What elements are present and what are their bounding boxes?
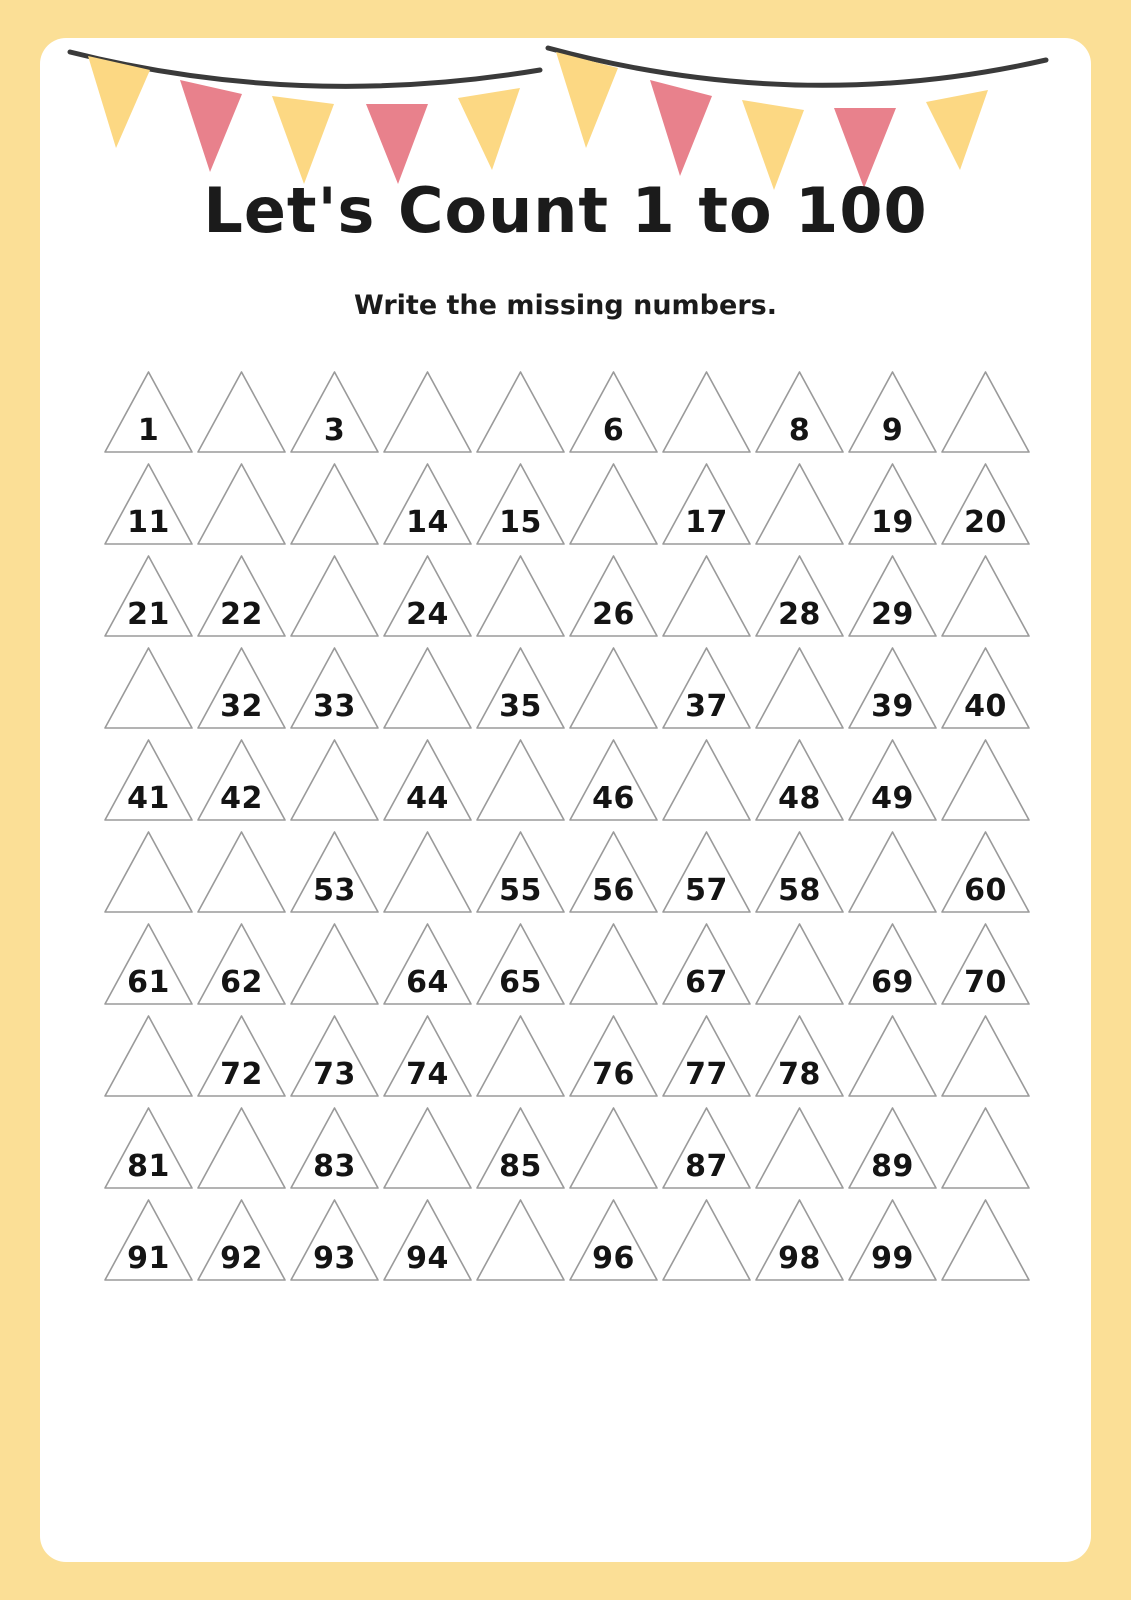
triangle-icon: [567, 1104, 660, 1192]
number-cell-blank[interactable]: [474, 368, 567, 456]
number-cell-filled[interactable]: [288, 828, 381, 916]
triangle-icon: [474, 736, 567, 824]
number-cell-blank[interactable]: [381, 368, 474, 456]
number-cell-blank[interactable]: [474, 1012, 567, 1100]
number-label: 78: [778, 1057, 821, 1092]
number-cell-blank[interactable]: [753, 1104, 846, 1192]
number-label: 20: [964, 505, 1007, 540]
number-cell-blank[interactable]: [102, 1012, 195, 1100]
number-cell-blank[interactable]: [939, 1104, 1032, 1192]
number-label: 11: [127, 505, 170, 540]
number-label: 93: [313, 1241, 356, 1276]
number-cell-blank[interactable]: [939, 1196, 1032, 1284]
number-cell-filled[interactable]: [474, 828, 567, 916]
triangle-icon: [660, 1196, 753, 1284]
number-cell-filled[interactable]: [939, 644, 1032, 732]
number-cell-filled[interactable]: [567, 1012, 660, 1100]
number-cell-filled[interactable]: [381, 1012, 474, 1100]
number-label: 9: [881, 413, 904, 448]
number-cell-filled[interactable]: [474, 920, 567, 1008]
number-cell-blank[interactable]: [288, 736, 381, 824]
number-label: 87: [685, 1149, 728, 1184]
number-cell-filled[interactable]: [846, 1104, 939, 1192]
triangle-icon: [195, 828, 288, 916]
number-label: 53: [313, 873, 356, 908]
number-cell-filled[interactable]: [381, 920, 474, 1008]
number-label: 35: [499, 689, 542, 724]
triangle-icon: [939, 368, 1032, 456]
number-grid-row: [102, 1104, 1032, 1196]
number-label: 26: [592, 597, 635, 632]
triangle-icon: [753, 460, 846, 548]
triangle-icon: [753, 644, 846, 732]
number-cell-blank[interactable]: [195, 1104, 288, 1192]
number-label: 28: [778, 597, 821, 632]
number-cell-filled[interactable]: [102, 460, 195, 548]
triangle-icon: [939, 552, 1032, 640]
number-label: 29: [871, 597, 914, 632]
number-cell-blank[interactable]: [474, 552, 567, 640]
number-cell-blank[interactable]: [195, 368, 288, 456]
number-grid-row: [102, 828, 1032, 920]
number-cell-blank[interactable]: [660, 1196, 753, 1284]
number-cell-blank[interactable]: [567, 920, 660, 1008]
number-cell-filled[interactable]: [567, 1196, 660, 1284]
number-cell-filled[interactable]: [288, 1196, 381, 1284]
number-label: 22: [220, 597, 263, 632]
triangle-icon: [102, 828, 195, 916]
number-label: 41: [127, 781, 170, 816]
number-label: 56: [592, 873, 635, 908]
number-cell-filled[interactable]: [660, 644, 753, 732]
number-label: 1: [137, 413, 160, 448]
number-label: 14: [406, 505, 449, 540]
number-label: 69: [871, 965, 914, 1000]
triangle-icon: [288, 460, 381, 548]
number-cell-filled[interactable]: [846, 644, 939, 732]
number-label: 98: [778, 1241, 821, 1276]
number-label: 8: [788, 413, 811, 448]
number-cell-blank[interactable]: [567, 1104, 660, 1192]
worksheet-page: [40, 38, 1091, 1562]
triangle-icon: [660, 368, 753, 456]
number-cell-blank[interactable]: [939, 1012, 1032, 1100]
number-label: 3: [323, 413, 346, 448]
number-label: 33: [313, 689, 356, 724]
number-cell-filled[interactable]: [753, 368, 846, 456]
number-grid: [102, 368, 1032, 1288]
number-cell-filled[interactable]: [567, 736, 660, 824]
number-label: 46: [592, 781, 635, 816]
number-label: 37: [685, 689, 728, 724]
triangle-icon: [381, 644, 474, 732]
number-cell-blank[interactable]: [288, 552, 381, 640]
number-label: 32: [220, 689, 263, 724]
number-cell-blank[interactable]: [660, 368, 753, 456]
number-cell-filled[interactable]: [381, 736, 474, 824]
number-cell-filled[interactable]: [474, 644, 567, 732]
number-cell-blank[interactable]: [939, 552, 1032, 640]
number-cell-blank[interactable]: [195, 828, 288, 916]
number-cell-filled[interactable]: [753, 1196, 846, 1284]
number-cell-filled[interactable]: [102, 736, 195, 824]
number-label: 96: [592, 1241, 635, 1276]
number-label: 77: [685, 1057, 728, 1092]
triangle-icon: [474, 1012, 567, 1100]
number-cell-filled[interactable]: [288, 1104, 381, 1192]
number-label: 89: [871, 1149, 914, 1184]
number-label: 70: [964, 965, 1007, 1000]
triangle-icon: [381, 1104, 474, 1192]
number-cell-filled[interactable]: [102, 1104, 195, 1192]
triangle-icon: [939, 1104, 1032, 1192]
number-label: 81: [127, 1149, 170, 1184]
number-label: 49: [871, 781, 914, 816]
triangle-icon: [288, 736, 381, 824]
number-cell-filled[interactable]: [939, 920, 1032, 1008]
triangle-icon: [846, 1012, 939, 1100]
triangle-icon: [288, 920, 381, 1008]
number-cell-blank[interactable]: [939, 736, 1032, 824]
number-grid-row: [102, 552, 1032, 644]
number-grid-row: [102, 1012, 1032, 1104]
number-cell-filled[interactable]: [288, 368, 381, 456]
number-label: 65: [499, 965, 542, 1000]
number-cell-filled[interactable]: [660, 1104, 753, 1192]
number-label: 74: [406, 1057, 449, 1092]
number-label: 15: [499, 505, 542, 540]
number-cell-blank[interactable]: [288, 460, 381, 548]
number-cell-filled[interactable]: [939, 828, 1032, 916]
number-cell-blank[interactable]: [753, 460, 846, 548]
number-cell-filled[interactable]: [102, 552, 195, 640]
triangle-icon: [474, 1196, 567, 1284]
number-grid-row: [102, 1196, 1032, 1288]
number-cell-filled[interactable]: [195, 736, 288, 824]
number-label: 91: [127, 1241, 170, 1276]
number-label: 92: [220, 1241, 263, 1276]
number-grid-row: [102, 644, 1032, 736]
number-cell-blank[interactable]: [846, 828, 939, 916]
number-cell-filled[interactable]: [195, 644, 288, 732]
number-cell-filled[interactable]: [846, 1196, 939, 1284]
triangle-icon: [660, 736, 753, 824]
number-label: 85: [499, 1149, 542, 1184]
number-cell-filled[interactable]: [660, 460, 753, 548]
number-cell-filled[interactable]: [567, 552, 660, 640]
number-cell-filled[interactable]: [195, 1196, 288, 1284]
number-cell-filled[interactable]: [660, 828, 753, 916]
instruction-text: Write the missing numbers.: [354, 290, 777, 321]
number-cell-blank[interactable]: [474, 736, 567, 824]
triangle-icon: [195, 368, 288, 456]
number-label: 99: [871, 1241, 914, 1276]
number-cell-filled[interactable]: [381, 552, 474, 640]
number-cell-blank[interactable]: [846, 1012, 939, 1100]
number-cell-filled[interactable]: [381, 1196, 474, 1284]
triangle-icon: [567, 920, 660, 1008]
triangle-icon: [474, 368, 567, 456]
number-grid-row: [102, 368, 1032, 460]
number-cell-blank[interactable]: [753, 920, 846, 1008]
number-label: 55: [499, 873, 542, 908]
number-grid-row: [102, 460, 1032, 552]
triangle-icon: [381, 368, 474, 456]
triangle-icon: [381, 828, 474, 916]
triangle-icon: [753, 920, 846, 1008]
number-cell-blank[interactable]: [381, 644, 474, 732]
number-cell-filled[interactable]: [846, 460, 939, 548]
number-cell-filled[interactable]: [474, 1104, 567, 1192]
number-cell-blank[interactable]: [660, 552, 753, 640]
number-label: 62: [220, 965, 263, 1000]
number-label: 64: [406, 965, 449, 1000]
number-label: 76: [592, 1057, 635, 1092]
number-label: 44: [406, 781, 449, 816]
number-label: 48: [778, 781, 821, 816]
number-label: 58: [778, 873, 821, 908]
number-label: 17: [685, 505, 728, 540]
triangle-icon: [939, 1012, 1032, 1100]
number-cell-filled[interactable]: [381, 460, 474, 548]
triangle-icon: [195, 1104, 288, 1192]
triangle-icon: [567, 644, 660, 732]
number-label: 60: [964, 873, 1007, 908]
number-cell-filled[interactable]: [567, 828, 660, 916]
number-cell-filled[interactable]: [660, 920, 753, 1008]
number-cell-filled[interactable]: [753, 552, 846, 640]
triangle-icon: [102, 1012, 195, 1100]
number-cell-filled[interactable]: [195, 1012, 288, 1100]
number-label: 83: [313, 1149, 356, 1184]
number-cell-filled[interactable]: [846, 920, 939, 1008]
number-cell-filled[interactable]: [846, 368, 939, 456]
triangle-icon: [846, 828, 939, 916]
number-cell-blank[interactable]: [102, 644, 195, 732]
number-cell-filled[interactable]: [288, 1012, 381, 1100]
number-cell-filled[interactable]: [660, 1012, 753, 1100]
number-label: 73: [313, 1057, 356, 1092]
number-cell-filled[interactable]: [846, 552, 939, 640]
number-cell-filled[interactable]: [753, 736, 846, 824]
number-grid-row: [102, 736, 1032, 828]
number-label: 67: [685, 965, 728, 1000]
number-cell-filled[interactable]: [195, 920, 288, 1008]
number-label: 40: [964, 689, 1007, 724]
triangle-icon: [288, 552, 381, 640]
number-cell-filled[interactable]: [939, 460, 1032, 548]
number-label: 39: [871, 689, 914, 724]
page-title: Let's Count 1 to 100: [203, 174, 928, 247]
triangle-icon: [474, 552, 567, 640]
number-cell-filled[interactable]: [567, 368, 660, 456]
triangle-icon: [939, 1196, 1032, 1284]
triangle-icon: [102, 644, 195, 732]
number-label: 94: [406, 1241, 449, 1276]
triangle-icon: [567, 460, 660, 548]
number-cell-filled[interactable]: [102, 1196, 195, 1284]
number-cell-filled[interactable]: [846, 736, 939, 824]
number-label: 42: [220, 781, 263, 816]
number-cell-blank[interactable]: [288, 920, 381, 1008]
number-cell-blank[interactable]: [195, 460, 288, 548]
number-label: 61: [127, 965, 170, 1000]
number-cell-filled[interactable]: [102, 920, 195, 1008]
number-cell-blank[interactable]: [567, 644, 660, 732]
number-cell-blank[interactable]: [381, 828, 474, 916]
number-cell-filled[interactable]: [195, 552, 288, 640]
triangle-icon: [660, 552, 753, 640]
number-cell-filled[interactable]: [753, 828, 846, 916]
triangle-icon: [195, 460, 288, 548]
number-label: 19: [871, 505, 914, 540]
number-label: 21: [127, 597, 170, 632]
number-cell-blank[interactable]: [474, 1196, 567, 1284]
number-cell-blank[interactable]: [939, 368, 1032, 456]
number-cell-blank[interactable]: [753, 644, 846, 732]
number-label: 6: [602, 413, 625, 448]
number-label: 57: [685, 873, 728, 908]
number-cell-filled[interactable]: [102, 368, 195, 456]
number-cell-filled[interactable]: [753, 1012, 846, 1100]
number-label: 72: [220, 1057, 263, 1092]
number-cell-filled[interactable]: [288, 644, 381, 732]
number-cell-blank[interactable]: [567, 460, 660, 548]
number-cell-filled[interactable]: [474, 460, 567, 548]
number-label: 24: [406, 597, 449, 632]
number-cell-blank[interactable]: [381, 1104, 474, 1192]
number-grid-row: [102, 920, 1032, 1012]
number-cell-blank[interactable]: [102, 828, 195, 916]
triangle-icon: [753, 1104, 846, 1192]
number-cell-blank[interactable]: [660, 736, 753, 824]
triangle-icon: [939, 736, 1032, 824]
